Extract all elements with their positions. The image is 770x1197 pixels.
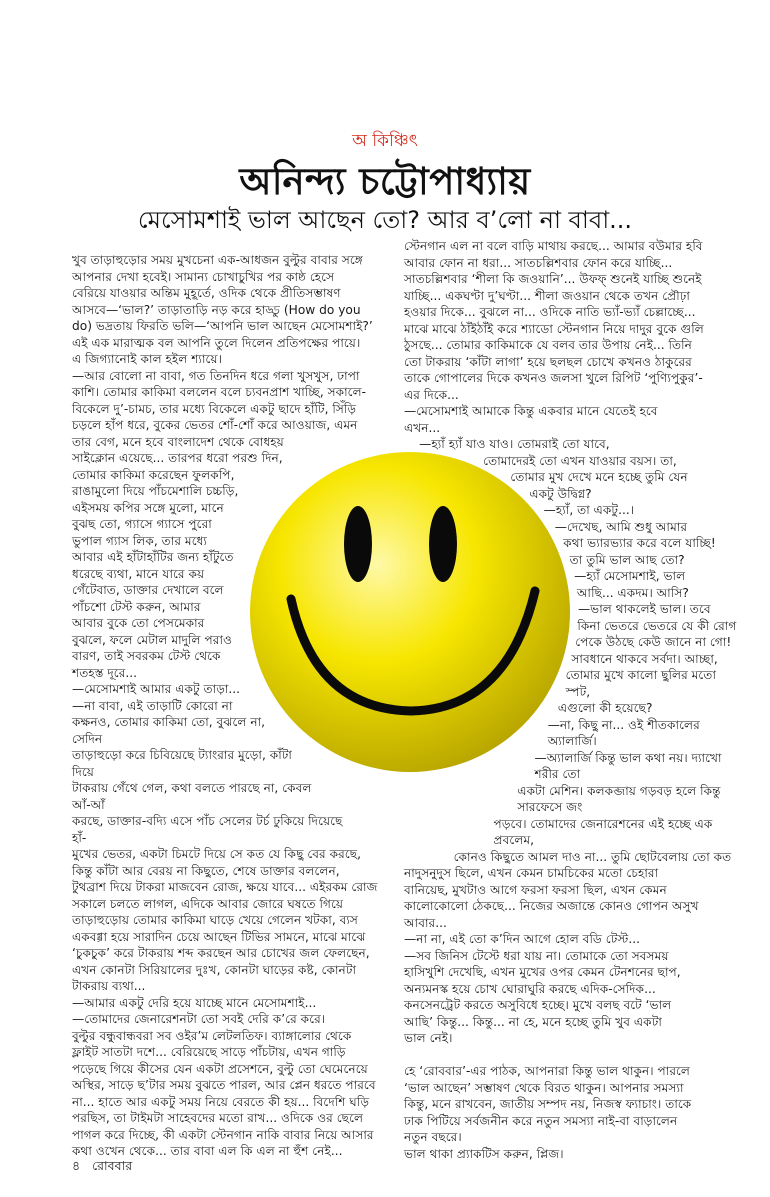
text-line: বেরিয়ে যাওয়ার অন্তিম মুহূর্তে, ওদিক থেকে প্রীতিসম্ভাষণ [72, 286, 341, 300]
text-line: —ভাল থাকলেই ভাল। তবে [577, 602, 711, 616]
text-line: পড়বে। তোমাদের জেনারেশনের এই হচ্ছে এক প্রবলেম, [493, 816, 713, 847]
text-line: বুল্টুর বন্ধুবান্ধবরা সব ওইর’ম লেটলতিফ। ব্যাঙ্গালোর থেকে [72, 1028, 352, 1043]
text-line: কিন্তু, মনে রাখবেন, জাতীয় সম্পদ নয়, নিজস্ব ফ্যাচাং। তাকে [404, 1097, 692, 1111]
text-line: যাচ্ছি... একঘণ্টা দু’ঘণ্টা... শীলা জওয়ান থেকে তখন প্রৌঢ়া [404, 288, 690, 303]
text-line: আবার এই হাঁটাহাঁটির জন্য হাঁটুতে [72, 550, 234, 564]
text-line: তোমার মুখ দেখে মনে হচ্ছে তুমি যেন [510, 470, 688, 484]
text-line: একটু উদ্বিগ্ন? [529, 486, 592, 501]
section-kicker: অ কিঞ্চিৎ [352, 131, 418, 151]
text-line: আপনার দেখা হবেই। সামান্য চোখাচুখির পর কাষ্ঠ হেসে [72, 269, 335, 284]
text-line: করছে, ডাক্তার-বদ্যি এসে পাঁচ সেলের টর্চ ঢুকিয়ে দিয়েছে হাঁ- [72, 814, 343, 845]
text-line: আসবে—‘ভাল?’ তাড়াতাড়ি নড় করে হাড্ডু (How do you [72, 302, 361, 317]
page-footer [72, 1158, 132, 1178]
text-line: সাতচল্লিশবার ‘শীলা কি জওয়ানি’... উফফ্ শুনেই যাচ্ছি শুনেই [404, 272, 702, 286]
text-line: কোনও কিছুতে আমল দাও না... তুমি ছোটবেলায় তো কত [453, 849, 732, 864]
article-headline: মেসোমশাই ভাল আছেন তো? আর ব’লো না বাবা... [137, 206, 633, 234]
text-line: টাকরায় ব্যথা... [72, 979, 146, 993]
text-line: তাকে গোপালের দিকে কখনও জলসা খুলে রিপিট ‘পুণ্যিপুকুর’- [404, 371, 703, 385]
text-line: নতুন বছরে। [404, 1130, 462, 1144]
text-line: এ জিগ্যানোই কাল হইল শ্যায়ে। [72, 352, 222, 366]
text-line: সাবধানে থাকবে সর্বদা। আচ্ছা, [571, 651, 718, 666]
text-line [404, 1047, 739, 1064]
text-line: ঢাক পিটিয়ে সর্বজনীন করে নতুন সমস্যা নাই-বা বাড়ালেন [404, 1113, 678, 1128]
text-line: তা তুমি ভাল আছ তো? [569, 552, 685, 567]
text-line: কালোকোলো ঠেকছে... নিজের অজান্তে কোনও গোপন অসুখ [404, 899, 699, 913]
text-line: কনসেনট্রেট করতে অসুবিধে হচ্ছে। মুখে বলছ বটে ‘ভাল [404, 998, 672, 1012]
text-line: মুখের ভেতর, একটা চিমটে দিয়ে সে কত যে কিছু বের করছে, [72, 847, 362, 861]
text-line: কথা ওখেন থেকে... তার বাবা এল কি এল না হুঁশ নেই... [72, 1144, 343, 1158]
left-eye [344, 506, 372, 582]
text-line: গেঁটেবাত, ডাক্তার দেখালে বলে [72, 583, 224, 597]
text-line: কিনা ভেতরে ভেতরে যে কী রোগ [577, 618, 737, 633]
text-line: স্টেনগান এল না বলে বাড়ি মাথায় করছে... আমার বউমার হবি [404, 239, 703, 253]
text-line: —দেখেছ, আমি শুধু আমার [554, 519, 688, 534]
text-line: ধরেছে ব্যথা, মানে যারে কয় [72, 566, 205, 581]
text-line: আছি... একদম। আসি? [576, 585, 689, 600]
text-line: অস্থির, সাড়ে ছ’টার সময় বুঝতে পারল, আর প্লেন ধরতে পারবে [72, 1078, 376, 1092]
text-line: কাশি। তোমার কাকিমা বললেন বলে চ্যবনপ্রাশ খাচ্ছি, সকালে- [72, 385, 367, 399]
page-number: ৪ [72, 1158, 81, 1173]
text-line: সকালে চলতে লাগল, এদিকে আবার জোরে ঘষতে গিয়ে [72, 896, 344, 911]
text-line: শতহস্ত দূরে... [72, 665, 138, 680]
text-line: পড়েছে গিয়ে কীসের যেন একটা প্রসেশনে, বুল্টু তো ঘেমেনেয়ে [72, 1061, 368, 1076]
text-line: ভুপাল গ্যাস লিক, তার মধ্যে [72, 533, 207, 548]
smiley-face-icon [245, 447, 575, 777]
text-line: এইসময় কপির সঙ্গে মুলো, মানে [72, 500, 224, 515]
text-line: চড়লে হাঁপ ধরে, বুকের ভেতর শোঁ-শোঁ করে আওয়াজ, এমন [72, 418, 358, 432]
text-line: —মেসোমশাই আমাকে কিন্তু একবার মানে যেতেই হবে [404, 404, 658, 418]
text-line: পেকে উঠছে কেউ জানে না গো! [575, 635, 732, 649]
text-line: এগুলো কী হয়েছে? [557, 701, 653, 715]
text-line: আবার... [404, 915, 447, 930]
text-line: তো টাকরায় ‘কাঁটা লাগা’ হয়ে ছলছল চোখে কখনও ঠাকুরের [404, 354, 692, 369]
text-line: বুঝলে, ফলে মেটাল মাদুলি পরাও [72, 632, 232, 647]
text-line: বুঝছ তো, গ্যাসে গ্যাসে পুরো [72, 517, 212, 531]
text-line: মাঝে মাঝে ঠাঁইঠাঁই করে শ্যাডো স্টেনগান নিয়ে দাদুর বুকে গুলি [404, 321, 704, 336]
text-line: ফ্লাইট সাতটা দশে... বেরিয়েছে সাড়ে পাঁচটায়, এখন গাড়ি [72, 1045, 346, 1059]
text-line: —মেসোমশাই আমার একটু তাড়া... [72, 682, 241, 696]
text-line: এই এক মারাত্মক বল আপনি তুলে দিলেন প্রতিপক্ষের পায়ে। [72, 335, 361, 350]
text-line: পাগল করে দিচ্ছে, কী একটা স্টেনগান নাকি বাবার নিয়ে আসার [72, 1127, 374, 1142]
text-line: —অ্যালার্জি কিন্তু ভাল কথা নয়। দ্যাখো শরীর তো [534, 750, 722, 781]
magazine-name: রোববার [92, 1158, 133, 1173]
text-line: বারণ, তাই সবরকম টেস্ট থেকে [72, 649, 221, 663]
text-line: do) ভদ্রতায় ফিরতি ভলি—‘আপনি ভাল আছেন মেসোমশাই?’ [72, 319, 373, 333]
text-line: তাড়াহুড়োয় তোমার কাকিমা ঘাড়ে খেয়ে গেলেন খটকা, ব্যস [72, 913, 358, 927]
text-line: —আমার একটু দেরি হয়ে যাচ্ছে মানে মেসোমশাই... [72, 995, 317, 1010]
text-line: খুব তাড়াহুড়োর সময় মুখচেনা এক-আধজন বুল্টুর বাবার সঙ্গে [72, 253, 363, 267]
author-name: অনিন্দ্য চট্টোপাধ্যায় [239, 160, 531, 203]
text-line: পাঁচশো টেস্ট করুন, আমার [72, 599, 201, 614]
text-line: —না না, এই তো ক’দিন আগে হোল বডি টেস্ট... [404, 932, 641, 946]
text-line: রাঙামুলো দিয়ে পাঁচমেশালি চচ্চড়ি, [72, 484, 239, 498]
text-line: আবার বুকে তো পেসমেকার [72, 616, 205, 630]
text-line: এখন... [404, 420, 441, 435]
text-line: —তোমাদের জেনারেশনটা তো সবই দেরি ক’রে করে। [72, 1012, 326, 1026]
text-line: তার বেগ, মনে হবে বাংলাদেশ থেকে বোধহয় [72, 434, 284, 449]
text-line: —না, কিছু না... ওই শীতকালের অ্যালার্জি। [547, 717, 700, 748]
text-line: —হ্যাঁ হ্যাঁ যাও যাও। তোমরাই তো যাবে, [419, 437, 610, 451]
text-line: কথা ভ্যারভ্যার করে বলে যাচ্ছি! [563, 536, 716, 550]
text-line: ‘ভাল আছেন’ সম্ভাষণ থেকে বিরত থাকুন। আপনার সমস্যা [404, 1080, 684, 1095]
text-line: তোমার মুখে কালো ছুলির মতো স্পট, [565, 668, 716, 699]
text-line: টুথব্রাশ দিয়ে টাকরা মাজবেন রোজ, ক্ষয়ে যাবে... এইরকম রোজ [72, 880, 378, 894]
text-line: এখন কোনটা সিরিয়ালের দুঃখ, কোনটা ঘাড়ের কষ্ট, কোনটা [72, 962, 357, 977]
text-line: আবার ফোন না ধরা... সাতচল্লিশবার ফোন করে যাচ্ছি... [404, 255, 673, 270]
text-line: তাড়াহুড়ো করে চিবিয়েছে ট্যাংরার মুড়ো, কাঁটা দিয়ে [72, 748, 292, 779]
text-line: সাইক্লোন এয়েছে... তারপর ধরো পরশু দিন, [72, 451, 283, 465]
text-line: হে ‘রোববার’-এর পাঠক, আপনারা কিন্তু ভাল থাকুন। পারলে [404, 1064, 691, 1078]
text-line: ‘চুকচুক’ করে টাকরায় শব্দ করছেন আর চোখের জল ফেলছেন, [72, 946, 370, 960]
text-line: হাসিখুশি দেখেছি, এখন মুখের ওপর কেমন টেনশনের ছাপ, [404, 965, 681, 979]
text-line: একবগ্গা হয়ে সারাদিন চেয়ে আছেন টিভির সামনে, মাঝে মাঝে [72, 929, 366, 944]
text-line: —হ্যাঁ, তা একটু...। [543, 503, 635, 517]
text-line: আছি’ কিন্তু... কিন্তু... না হে, মনে হচ্ছে তুমি খুব একটা [404, 1014, 662, 1029]
text-line: তোমার কাকিমা করেছেন ফুলকপি, [72, 467, 235, 482]
text-line: নাদুসনুদুস ছিলে, এখন কেমন চামচিকের মতো চেহারা [404, 866, 659, 880]
text-line: না... হাতে আর একটু সময় নিয়ে বেরতে কী হয়... বিদেশি ঘড়ি [72, 1094, 370, 1109]
text-line: —হ্যাঁ মেসোমশাই, ভাল [574, 569, 686, 583]
text-line: হওয়ার দিকে... বুঝলে না... ওদিকে নাতি ভ্যাঁ-ভ্যাঁ চেল্লাচ্ছে... [404, 305, 696, 319]
text-line: টাকরায় গেঁথে গেল, কথা বলতে পারছে না, কেবল আঁ-আঁ [72, 781, 312, 812]
text-line: বানিয়েছ, মুখটাও আগে ফরসা ফরসা ছিল, এখন কেমন [404, 882, 667, 897]
text-line: অন্যমনস্ক হয়ে চোখ ঘোরাঘুরি করছে এদিক-সেদিক... [404, 981, 656, 996]
text-line: —সব জিনিস টেস্টে ধরা যায় না। তোমাকে তো সবসময় [404, 948, 669, 963]
text-line: এর দিকে... [404, 387, 459, 402]
text-line: তোমাদেরই তো এখন যাওয়ার বয়স। তা, [483, 453, 677, 468]
text-line: একটা মেশিন। কলকব্জায় গড়বড় হলে কিন্তু সারফেসে জং [517, 783, 721, 814]
text-line: কক্ষনও, তোমার কাকিমা তো, বুঝলে না, সেদিন [72, 715, 266, 746]
text-line: কিন্তু কাঁটা আর বেরয় না কিছুতে, শেষে ডাক্তার বললেন, [72, 863, 340, 878]
text-line: —আর বোলো না বাবা, গত তিনদিন ধরে গলা খুসখুস, ঢাপা [72, 368, 360, 383]
text-line: —না বাবা, এই তাড়াটি কোরো না [72, 698, 233, 713]
right-eye [429, 506, 457, 582]
text-line: বিকেলে দু’-চামচ, তার মধ্যে বিকেলে একটু ছাদে হাঁটি, সিঁড়ি [72, 401, 357, 416]
text-line: ঠুসছে... তোমার কাকিমাকে যে বলব তার উপায় নেই... তিনি [404, 338, 692, 352]
text-line: পরছিস, তা টাইমটা সাহেবদের মতো রাখ... ওদিকে ওর ছেলে [72, 1111, 364, 1125]
text-line: ভাল থাকা প্র্যাকটিস করুন, প্লিজ। [404, 1146, 564, 1161]
text-line: ভাল নেই। [404, 1031, 453, 1045]
